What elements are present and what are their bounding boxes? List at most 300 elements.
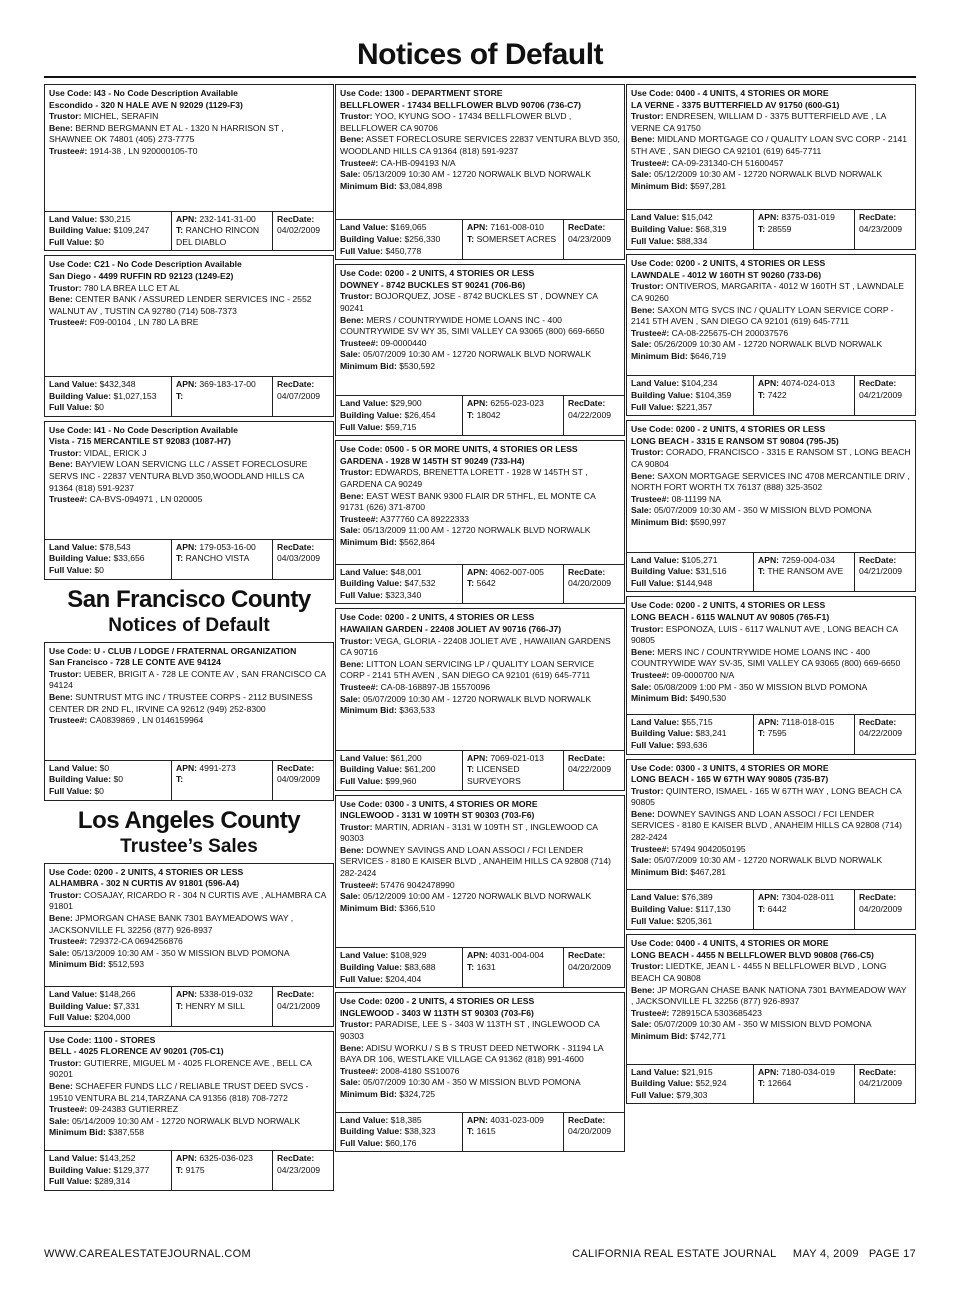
notice-building-line	[340, 962, 458, 974]
notice-minbid-line	[340, 705, 620, 717]
notice-sale: 05/07/2009 10:30 AM - 12720 NORWALK BLVD NORWALK	[362, 349, 592, 360]
notice-bene-line	[49, 294, 329, 317]
notice-apn: 7304-028-011	[781, 892, 835, 903]
notice-use-line	[340, 268, 620, 280]
full-label: Full Value:	[631, 401, 674, 412]
sale-label: Sale:	[631, 681, 652, 692]
t-label: T:	[467, 764, 475, 775]
notice-trustee-line	[49, 494, 329, 506]
notice-addr-line	[49, 436, 329, 448]
notice-trustor: GUTIERRE, MIGUEL M - 4025 FLORENCE AVE , BELL CA 90201	[49, 1057, 312, 1080]
apn-label: APN:	[758, 212, 780, 223]
notice-minbid-line	[631, 517, 911, 529]
notice-card	[44, 421, 334, 580]
notice-building: $83,241	[695, 728, 727, 739]
notice-building: $52,924	[695, 1078, 727, 1089]
notice-trustee-line	[49, 317, 329, 329]
notice-sale-line	[340, 694, 620, 706]
notice-full: $221,357	[676, 401, 713, 412]
land-label: Land Value:	[631, 554, 680, 565]
sale-label: Sale:	[631, 339, 652, 350]
notice-bene-line	[631, 134, 911, 157]
notice-use: Use Code: 0500 - 5 OR MORE UNITS, 4 STORIES OR LESS	[340, 444, 578, 455]
t-label: T:	[758, 566, 766, 577]
trustor-label: Trustor:	[49, 111, 82, 122]
apn-label: APN:	[176, 541, 198, 552]
notice-body	[336, 85, 624, 219]
building-label: Building Value:	[340, 1126, 403, 1137]
notice-land-line	[49, 214, 167, 226]
notice-trustee: 09-0000440	[380, 337, 427, 348]
t-label: T:	[758, 728, 766, 739]
notice-land-line	[340, 1115, 458, 1127]
recdate-cell	[855, 1065, 915, 1104]
notice-sale: 05/07/2009 10:30 AM - 350 W MISSION BLVD POMONA	[653, 505, 872, 516]
recdate-label: RecDate:	[859, 378, 897, 389]
notice-t-line	[467, 962, 559, 974]
notice-t-line	[758, 1078, 850, 1090]
notice-minbid: $742,771	[690, 1030, 727, 1041]
notice-sale: 05/26/2009 10:30 AM - 12720 NORWALK BLVD NORWALK	[653, 339, 883, 350]
building-label: Building Value:	[49, 390, 112, 401]
notice-addr: INGLEWOOD - 3403 W 113TH ST 90303 (703-F6)	[340, 1007, 534, 1018]
apn-label: APN:	[758, 378, 780, 389]
apn-cell	[463, 396, 564, 435]
notice-body	[45, 422, 333, 539]
footer-website: WWW.CAREALESTATEJOURNAL.COM	[44, 1248, 251, 1260]
notice-trustor: VIDAL, ERICK J	[83, 447, 147, 458]
notice-full-line	[49, 1012, 167, 1024]
notice-sale-line	[49, 948, 329, 960]
notice-minbid: $512,593	[108, 959, 145, 970]
notice-land-line	[631, 555, 749, 567]
recdate-cell	[273, 1151, 333, 1190]
notice-sale-line	[340, 1077, 620, 1089]
title-rule	[44, 76, 916, 78]
notice-apn-line	[467, 398, 559, 410]
trustor-label: Trustor:	[340, 291, 373, 302]
notice-body	[627, 85, 915, 209]
notice-trustor: EDWARDS, BRENETTA LORETT - 1928 W 145TH ST , GARDENA CA 90249	[340, 467, 588, 490]
notice-trustor-line	[340, 111, 620, 134]
notice-full: $0	[94, 236, 104, 247]
trustor-label: Trustor:	[631, 785, 664, 796]
notice-land-line	[631, 212, 749, 224]
notice-apn: 7069-021-013	[490, 752, 544, 763]
recdate-label: RecDate:	[568, 398, 606, 409]
notice-trustor-line	[49, 283, 329, 295]
notice-minbid: $3,084,898	[399, 180, 443, 191]
values-cell	[45, 212, 172, 251]
trustee-label: Trustee#:	[49, 936, 88, 947]
notice-minbid: $363,533	[399, 705, 436, 716]
notice-land: $29,900	[390, 398, 422, 409]
notice-use: Use Code: 0200 - 2 UNITS, 4 STORIES OR LESS	[631, 600, 826, 611]
notice-apn: 369-183-17-00	[199, 378, 256, 389]
notice-sale-line	[631, 505, 911, 517]
notice-body	[336, 796, 624, 948]
notice-use-line	[340, 88, 620, 100]
notice-sale-line	[631, 1019, 911, 1031]
notice-land: $143,252	[99, 1153, 136, 1164]
recdate-cell	[564, 565, 624, 604]
apn-label: APN:	[467, 1114, 489, 1125]
notice-trustee: CA-BVS-094971 , LN 020005	[89, 494, 203, 505]
building-label: Building Value:	[340, 764, 403, 775]
notice-building: $31,516	[695, 566, 727, 577]
notice-trustee: 57494 9042050195	[671, 843, 746, 854]
notice-apn-line	[758, 717, 850, 729]
notice-building: $7,331	[113, 1000, 140, 1011]
notice-use: Use Code: C21 - No Code Description Available	[49, 259, 242, 270]
apn-cell	[172, 377, 273, 416]
recdate-label: RecDate:	[859, 892, 897, 903]
recdate-label: RecDate:	[859, 212, 897, 223]
notice-apn: 7180-034-019	[781, 1066, 835, 1077]
apn-cell	[754, 890, 855, 929]
recdate-cell	[273, 540, 333, 579]
notice-values-row	[336, 395, 624, 435]
notice-apn-line	[467, 753, 559, 765]
notice-bene: BERND BERGMANN ET AL - 1320 N HARRISON ST , SHAWNEE OK 74801 (405) 273-7775	[49, 122, 284, 145]
bene-label: Bene:	[49, 1081, 73, 1092]
notice-full: $59,715	[385, 421, 417, 432]
notice-sale-line	[49, 1116, 329, 1128]
notice-trustor: BOJORQUEZ, JOSE - 8742 BUCKLES ST , DOWNEY CA 90241	[340, 291, 598, 313]
t-label: T:	[176, 774, 184, 785]
notice-trustee-line	[49, 146, 329, 158]
notice-use-line	[340, 996, 620, 1008]
notice-full-line	[340, 422, 458, 434]
sale-label: Sale:	[631, 505, 652, 516]
notice-building: $129,377	[113, 1164, 150, 1175]
notice-addr-line	[631, 612, 911, 624]
notice-land: $148,266	[99, 988, 136, 999]
land-label: Land Value:	[49, 1153, 98, 1164]
land-label: Land Value:	[340, 222, 389, 233]
notice-full: $88,334	[676, 235, 708, 246]
notice-full: $93,636	[676, 739, 708, 750]
notice-minbid: $490,530	[690, 693, 727, 704]
trustee-label: Trustee#:	[340, 513, 379, 524]
notice-t-line	[176, 391, 268, 403]
notice-trustor-line	[631, 111, 911, 134]
apn-label: APN:	[758, 1066, 780, 1077]
notice-full-line	[49, 786, 167, 798]
notice-addr: LONG BEACH - 3315 E RANSOM ST 90804 (795-J5)	[631, 435, 839, 446]
notice-trustee-line	[340, 682, 620, 694]
notice-addr: DOWNEY - 8742 BUCKLES ST 90241 (706-B6)	[340, 279, 526, 290]
notice-use-line	[49, 1035, 329, 1047]
notice-recdate: 04/21/2009	[859, 390, 903, 401]
notice-t: HENRY M SILL	[185, 1000, 245, 1011]
notice-use: Use Code: 0200 - 2 UNITS, 4 STORIES OR LESS	[49, 866, 244, 877]
notice-trustor-line	[340, 636, 620, 659]
recdate-label: RecDate:	[277, 988, 315, 999]
notice-sale-line	[340, 525, 620, 537]
trustor-label: Trustor:	[340, 111, 373, 122]
full-label: Full Value:	[49, 785, 92, 796]
building-label: Building Value:	[49, 225, 112, 236]
notice-body	[45, 85, 333, 211]
notice-bene-line	[49, 913, 329, 936]
notice-apn-line	[176, 989, 268, 1001]
notice-trustor-line	[49, 669, 329, 692]
notice-bene-line	[631, 647, 911, 670]
notice-minbid: $590,997	[690, 517, 727, 527]
notice-t: 1615	[476, 1126, 496, 1137]
apn-cell	[172, 1151, 273, 1190]
notice-bene-line	[631, 809, 911, 844]
notice-values-row	[627, 1064, 915, 1104]
notice-minbid: $366,510	[399, 902, 436, 913]
bene-label: Bene:	[340, 658, 364, 669]
notice-building-line	[340, 1126, 458, 1138]
notice-use: Use Code: I41 - No Code Description Available	[49, 424, 238, 435]
notice-recdate: 04/21/2009	[859, 566, 903, 577]
notice-full-line	[340, 246, 458, 258]
recdate-cell	[855, 376, 915, 415]
trustee-label: Trustee#:	[49, 1104, 88, 1115]
notice-t: 1631	[476, 962, 496, 973]
notice-card	[626, 596, 916, 754]
trustor-label: Trustor:	[340, 1019, 373, 1030]
notice-land-line	[49, 763, 167, 775]
notice-recdate: 04/22/2009	[568, 410, 612, 421]
land-label: Land Value:	[631, 1066, 680, 1077]
notice-land-line	[49, 542, 167, 554]
notice-trustor: YOO, KYUNG SOO - 17434 BELLFLOWER BLVD , BELLFLOWER CA 90706	[340, 111, 572, 133]
values-cell	[627, 376, 754, 415]
building-label: Building Value:	[49, 1164, 112, 1175]
apn-label: APN:	[176, 213, 198, 224]
notice-full-line	[631, 402, 749, 414]
notice-bene-line	[340, 1043, 620, 1066]
notice-apn-line	[758, 378, 850, 390]
notice-addr-line	[49, 271, 329, 283]
notice-trustor-line	[631, 624, 911, 647]
notice-use: Use Code: 0200 - 2 UNITS, 4 STORIES OR LESS	[340, 612, 535, 623]
notice-land: $21,915	[681, 1066, 713, 1077]
notice-trustee: 57476 9042478990	[380, 879, 455, 890]
trustee-label: Trustee#:	[340, 157, 379, 168]
notice-card	[626, 759, 916, 931]
notice-building-line	[49, 391, 167, 403]
trustor-label: Trustor:	[631, 447, 664, 458]
notice-apn: 4062-007-005	[490, 566, 544, 577]
notice-land: $18,385	[390, 1114, 422, 1125]
notice-minbid-line	[631, 693, 911, 705]
full-label: Full Value:	[631, 915, 674, 926]
notice-use: Use Code: 0200 - 2 UNITS, 4 STORIES OR LESS	[340, 268, 535, 279]
notice-minbid: $467,281	[690, 866, 727, 877]
sale-label: Sale:	[340, 891, 361, 902]
notice-full-line	[340, 1138, 458, 1150]
notice-apn-line	[467, 950, 559, 962]
notice-bene: CENTER BANK / ASSURED LENDER SERVICES INC - 2552 WALNUT AV , TUSTIN CA 92780 (714) 508-7373	[49, 294, 312, 316]
notice-bene: MERS INC / COUNTRYWIDE HOME LOANS INC - 400 COUNTRYWIDE WAY SV-35, SIMI VALLEY CA 93065 (800) 669-6650	[631, 646, 901, 669]
trustor-label: Trustor:	[49, 889, 82, 900]
notice-trustor: MARTIN, ADRIAN - 3131 W 109TH ST , INGLEWOOD CA 90303	[340, 821, 598, 844]
apn-cell	[463, 751, 564, 790]
notice-addr: LONG BEACH - 4455 N BELLFLOWER BLVD 90808 (766-C5)	[631, 949, 874, 960]
land-label: Land Value:	[340, 1114, 389, 1125]
notice-t: 7422	[767, 390, 787, 401]
notice-trustee-line	[631, 1008, 911, 1020]
notice-trustee-line	[631, 158, 911, 170]
page-title: Notices of Default	[356, 38, 604, 71]
notice-apn: 4031-023-009	[490, 1114, 544, 1125]
values-cell	[45, 987, 172, 1026]
land-label: Land Value:	[631, 212, 680, 223]
notice-trustor-line	[49, 448, 329, 460]
notice-body	[45, 643, 333, 760]
recdate-label: RecDate:	[277, 762, 315, 773]
recdate-cell	[564, 220, 624, 259]
notice-addr: INGLEWOOD - 3131 W 109TH ST 90303 (703-F6)	[340, 810, 535, 821]
apn-cell	[754, 715, 855, 754]
building-label: Building Value:	[340, 410, 403, 421]
land-label: Land Value:	[631, 378, 680, 389]
apn-label: APN:	[467, 950, 489, 961]
notice-t-line	[758, 566, 850, 578]
notice-full-line	[49, 1176, 167, 1188]
apn-cell	[754, 376, 855, 415]
values-cell	[336, 220, 463, 259]
column-left	[44, 84, 334, 1195]
building-label: Building Value:	[631, 904, 694, 915]
notice-land: $15,042	[681, 212, 713, 223]
notice-use-line	[49, 88, 329, 100]
notice-building-line	[631, 1078, 749, 1090]
notice-land-line	[49, 1153, 167, 1165]
notice-use: Use Code: 0400 - 4 UNITS, 4 STORIES OR MORE	[631, 88, 829, 98]
t-label: T:	[758, 223, 766, 234]
notice-apn: 4991-273	[199, 762, 236, 773]
notice-land-line	[49, 989, 167, 1001]
notice-sale: 05/13/2009 11:00 AM - 12720 NORWALK BLVD NORWALK	[362, 525, 591, 536]
notice-bene-line	[49, 692, 329, 715]
recdate-label: RecDate:	[568, 1114, 606, 1125]
notice-use: Use Code: 0300 - 3 UNITS, 4 STORIES OR MORE	[340, 798, 538, 809]
notice-addr-line	[340, 280, 620, 292]
t-label: T:	[176, 1000, 184, 1011]
apn-cell	[463, 565, 564, 604]
notice-addr: HAWAIIAN GARDEN - 22408 JOLIET AV 90716 (766-J7)	[340, 623, 562, 634]
trustee-label: Trustee#:	[340, 879, 379, 890]
notice-card	[44, 255, 334, 416]
trustor-label: Trustor:	[340, 635, 373, 646]
notice-bene: LITTON LOAN SERVICING LP / QUALITY LOAN SERVICE CORP - 2141 5TH AVEN , SAN DIEGO CA 92101 (619) 645-7711	[340, 658, 595, 681]
apn-label: APN:	[758, 716, 780, 727]
notice-body	[627, 255, 915, 375]
notice-use-line	[340, 612, 620, 624]
notice-land: $48,001	[390, 566, 422, 577]
notice-use: Use Code: I43 - No Code Description Available	[49, 88, 238, 98]
values-cell	[627, 890, 754, 929]
notice-minbid-line	[340, 1089, 620, 1101]
full-label: Full Value:	[340, 421, 383, 432]
notice-full: $0	[94, 785, 104, 796]
t-label: T:	[467, 962, 475, 973]
apn-label: APN:	[176, 1153, 198, 1164]
notice-land: $104,234	[681, 378, 718, 389]
notice-card	[335, 440, 625, 604]
trustee-label: Trustee#:	[340, 337, 379, 348]
recdate-cell	[855, 715, 915, 754]
notice-apn-line	[176, 1153, 268, 1165]
values-cell	[336, 948, 463, 987]
notice-trustor-line	[49, 890, 329, 913]
notice-bene-line	[340, 134, 620, 157]
notice-use-line	[49, 867, 329, 879]
notice-apn-line	[758, 892, 850, 904]
notice-recdate: 04/23/2009	[859, 223, 903, 234]
recdate-cell	[564, 396, 624, 435]
minbid-label: Minimum Bid:	[631, 350, 688, 361]
minbid-label: Minimum Bid:	[631, 866, 688, 877]
building-label: Building Value:	[49, 1000, 112, 1011]
notice-card	[335, 992, 625, 1152]
notice-minbid: $530,592	[399, 360, 436, 371]
notice-trustee: CA-08-168897-JB 15570096	[380, 681, 491, 692]
notice-addr-line	[49, 1046, 329, 1058]
notice-building-line	[340, 578, 458, 590]
notice-full: $204,000	[94, 1012, 131, 1023]
notice-trustee-line	[49, 715, 329, 727]
notice-addr-line	[631, 436, 911, 448]
trustor-label: Trustor:	[49, 1057, 82, 1068]
notice-apn-line	[176, 763, 268, 775]
notice-building: $68,319	[695, 223, 727, 234]
notice-trustor: ONTIVEROS, MARGARITA - 4012 W 160TH ST , LAWNDALE CA 90260	[631, 281, 904, 303]
notice-land: $78,543	[99, 541, 131, 552]
sale-label: Sale:	[340, 1077, 361, 1088]
notice-t-line	[467, 578, 559, 590]
notice-values-row	[336, 219, 624, 259]
notice-values-row	[45, 376, 333, 416]
notice-trustor: ENDRESEN, WILLIAM D - 3375 BUTTERFIELD AVE , LA VERNE CA 91750	[631, 111, 886, 133]
minbid-label: Minimum Bid:	[340, 180, 397, 191]
notice-full: $79,303	[676, 1089, 708, 1100]
notice-bene-line	[49, 459, 329, 494]
notice-addr-line	[49, 100, 329, 112]
notice-apn: 8375-031-019	[781, 212, 835, 223]
notice-t-line	[467, 764, 559, 787]
notice-minbid-line	[49, 1127, 329, 1139]
notice-apn-line	[176, 542, 268, 554]
t-label: T:	[758, 1078, 766, 1089]
notice-trustor: COSAJAY, RICARDO R - 304 N CURTIS AVE , ALHAMBRA CA 91801	[49, 889, 326, 912]
land-label: Land Value:	[49, 541, 98, 552]
notice-building-line	[340, 764, 458, 776]
notice-card	[335, 84, 625, 260]
building-label: Building Value:	[631, 1078, 694, 1089]
notice-t-line	[758, 390, 850, 402]
notice-building: $117,130	[695, 904, 731, 915]
notice-trustee-line	[631, 844, 911, 856]
notice-values-row	[336, 564, 624, 604]
notice-minbid-line	[631, 351, 911, 363]
trustee-label: Trustee#:	[631, 157, 670, 168]
notice-minbid: $597,281	[690, 180, 727, 191]
notice-values-row	[627, 714, 915, 754]
notice-apn: 7118-018-015	[781, 716, 835, 727]
trustor-label: Trustor:	[631, 961, 664, 972]
county-name: San Francisco County	[67, 585, 311, 613]
notice-minbid-line	[340, 361, 620, 373]
notice-addr-line	[340, 100, 620, 112]
